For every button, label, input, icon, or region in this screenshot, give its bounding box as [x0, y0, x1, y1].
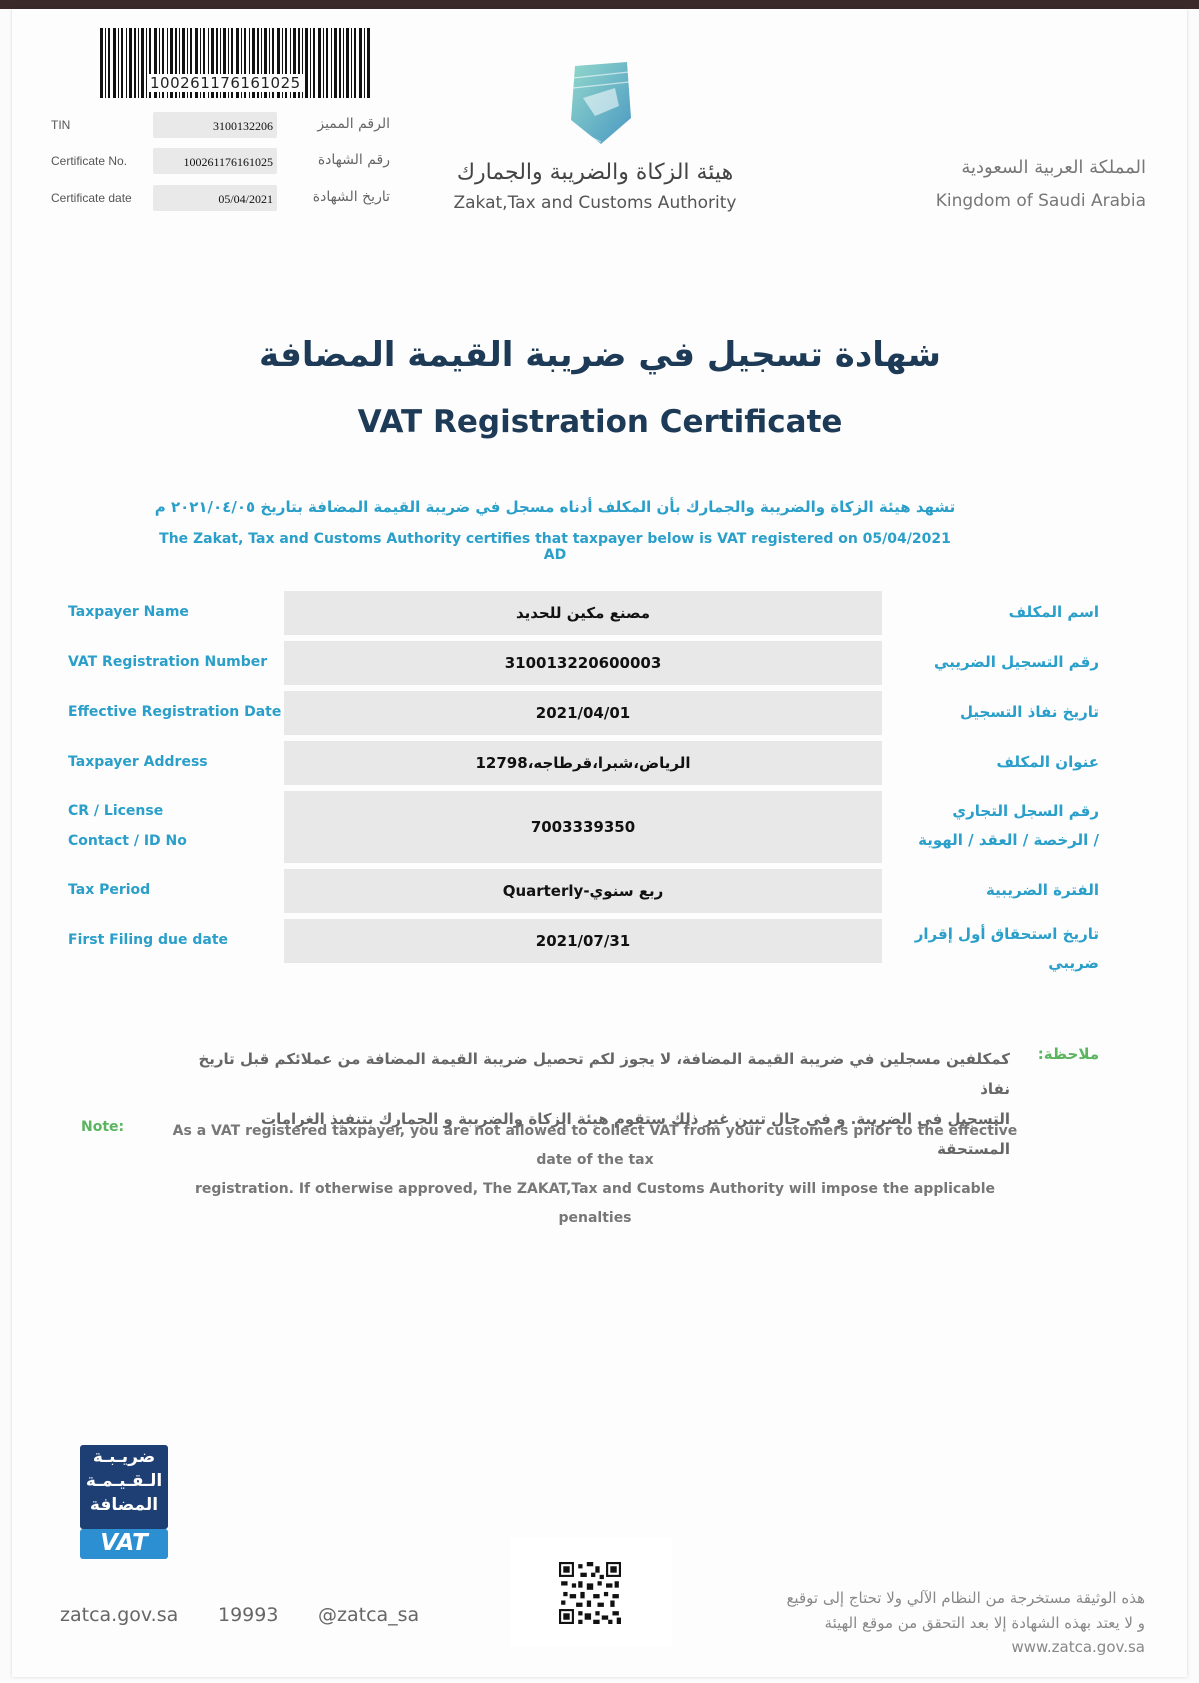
effective-date-label-en: Effective Registration Date [68, 704, 282, 720]
note-text-en-line2: registration. If otherwise approved, The ZAKAT,Tax and Customs Authority will impose the applicable penalties [194, 1181, 995, 1226]
note-text-en-line1: As a VAT registered taxpayer, you are not allowed to collect VAT from your customers prior to the effective date of the tax [172, 1123, 1018, 1168]
note-text-en [160, 1117, 1030, 1233]
vat-number-label-en: VAT Registration Number [68, 654, 268, 670]
cr-license-value: 7003339350 [530, 818, 636, 836]
first-filing-label-ar: تاريخ استحقاق أول إقرار [914, 925, 1099, 943]
vat-logo-line4: VAT [100, 1530, 148, 1556]
tin-label-ar: الرقم المميز [317, 116, 390, 132]
first-filing-value: 2021/07/31 [535, 932, 631, 950]
footer-disclaimer-ar-line1: هذه الوثيقة مستخرجة من النظام الآلي ولا تحتاج إلى توقيع [786, 1589, 1145, 1607]
certificate-no-label-ar: رقم الشهادة [317, 152, 390, 168]
first-filing-label-en: First Filing due date [68, 932, 229, 948]
kingdom-name-en: Kingdom of Saudi Arabia [935, 191, 1146, 211]
org-name-en: Zakat,Tax and Customs Authority [453, 193, 737, 213]
certificate-date-row [50, 185, 390, 211]
kingdom-name-ar: المملكة العربية السعودية [961, 157, 1146, 178]
first-filing-box [284, 919, 882, 963]
taxpayer-name-box [284, 591, 882, 635]
taxpayer-address-value: الرياض،شبرا،قرطاجه،12798 [475, 754, 691, 772]
certificate-date-label-ar: تاريخ الشهادة [312, 189, 390, 205]
certifies-text-ar: تشهد هيئة الزكاة والضريبة والجمارك بأن المكلف أدناه مسجل في ضريبة القيمة المضافة بتاريخ ٢٠٢١/٠٤/٠٥ م [154, 498, 956, 516]
page-title-ar: شهادة تسجيل في ضريبة القيمة المضافة [259, 335, 941, 375]
tin-value: 3100132206 [213, 119, 273, 133]
first-filing-label-ar-2: ضريبي [1048, 954, 1099, 972]
certificate-no-box [153, 148, 277, 174]
org-name-ar: هيئة الزكاة والضريبة والجمارك [456, 160, 734, 185]
vat-logo-icon [80, 1445, 168, 1559]
certificate-no-value: 100261176161025 [183, 155, 273, 169]
top-border [0, 0, 1199, 9]
taxpayer-name-label-ar: اسم المكلف [1008, 603, 1099, 621]
footer-website-link[interactable]: zatca.gov.sa [60, 1604, 179, 1626]
footer-social-link[interactable]: @zatca_sa [318, 1604, 420, 1626]
contact-id-label-en: Contact / ID No [68, 833, 187, 849]
note-label-en: Note: [81, 1119, 125, 1135]
certifies-text-en: The Zakat, Tax and Customs Authority certifies that taxpayer below is VAT registered on 05/04/2021 AD [159, 531, 951, 563]
note-label-ar: ملاحظة: [1037, 1045, 1099, 1063]
tin-label-en: TIN [51, 118, 71, 132]
certificate-date-label-en: Certificate date [51, 191, 132, 205]
certificate-date-value: 05/04/2021 [218, 192, 273, 206]
certificate-no-row [50, 148, 390, 174]
tax-period-box [284, 869, 882, 913]
vat-logo-line1: ضريـبـة [92, 1447, 156, 1467]
taxpayer-name-value: مصنع مكين للحديد [515, 604, 651, 622]
note-text-ar-line2: التسجيل في الضريبة. و في حال تبين غير ذلك ستقوم هيئة الزكاة والضريبة و الجمارك بتنفيذ الغرامات المستحقة [261, 1110, 1010, 1158]
vat-number-label-ar: رقم التسجيل الضريبي [934, 653, 1099, 671]
taxpayer-address-box [284, 741, 882, 785]
taxpayer-name-label-en: Taxpayer Name [68, 604, 189, 620]
cr-license-box [284, 791, 882, 863]
cr-license-label-ar: رقم السجل التجاري [952, 802, 1099, 820]
vat-logo-line2: الـقـيـمـة [85, 1471, 163, 1491]
footer-phone: 19993 [218, 1604, 279, 1626]
note-text-ar-line1: كمكلفين مسجلين في ضريبة القيمة المضافة، لا يجوز لكم تحصيل ضريبة القيمة المضافة من عملائكم قبل تاريخ نفاذ [198, 1050, 1010, 1098]
tax-period-label-ar: الفترة الضريبية [986, 881, 1099, 899]
tin-row [50, 112, 390, 138]
certificate-no-label-en: Certificate No. [51, 154, 128, 168]
certificate-date-box [153, 185, 277, 211]
effective-date-value: 2021/04/01 [535, 704, 631, 722]
qr-code-icon [559, 1562, 621, 1624]
barcode-number: 100261176161025 [150, 74, 301, 92]
cr-license-label-en: CR / License [68, 803, 164, 819]
tax-period-value: ربع سنوي-Quarterly [502, 882, 664, 900]
taxpayer-address-label-ar: عنوان المكلف [996, 753, 1099, 771]
taxpayer-address-label-en: Taxpayer Address [68, 754, 208, 770]
vat-number-value: 310013220600003 [504, 654, 662, 672]
effective-date-box [284, 691, 882, 735]
vat-logo-line3: المضافة [89, 1495, 159, 1515]
vat-number-box [284, 641, 882, 685]
tax-period-label-en: Tax Period [68, 882, 151, 898]
tin-box [153, 112, 277, 138]
footer-verify-url[interactable]: www.zatca.gov.sa [1011, 1638, 1145, 1656]
contact-id-label-ar: / الرخصة / العقد / الهوية [918, 831, 1099, 849]
zatca-logo-icon [565, 58, 637, 148]
effective-date-label-ar: تاريخ نفاذ التسجيل [959, 703, 1099, 721]
page-title-en: VAT Registration Certificate [357, 404, 843, 440]
footer-disclaimer-ar-line2: و لا يعتد بهذه الشهادة إلا بعد التحقق من موقع الهيئة [824, 1614, 1145, 1632]
